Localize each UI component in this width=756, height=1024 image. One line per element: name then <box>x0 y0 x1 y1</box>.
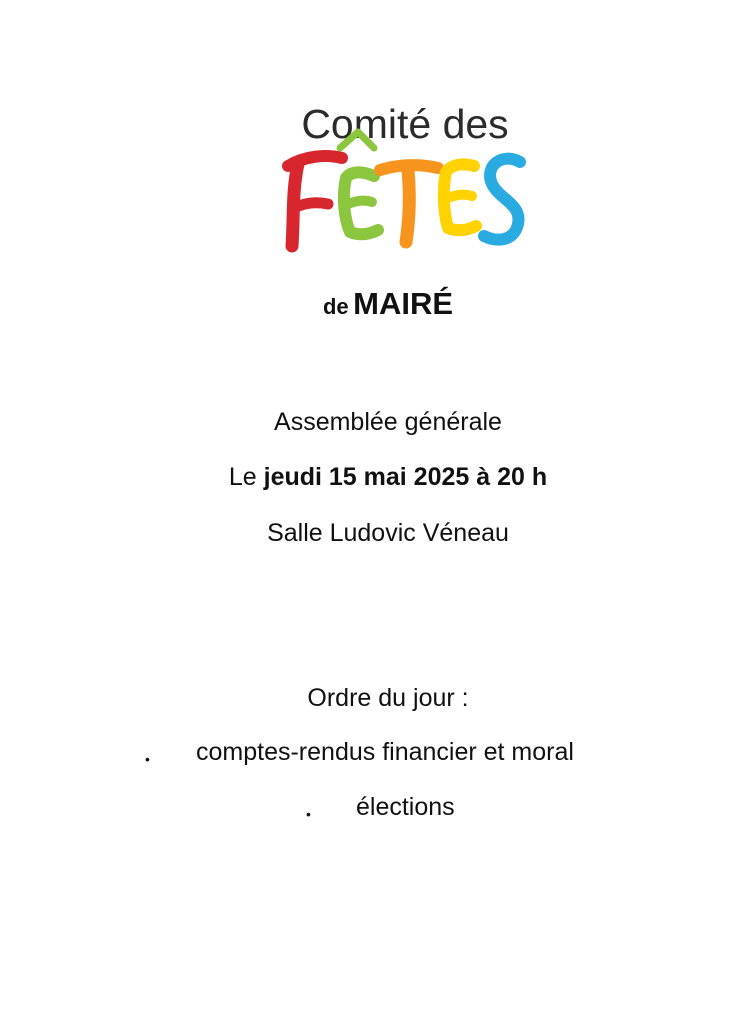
event-date-prefix: Le <box>228 463 257 491</box>
logo-letter-s <box>484 159 520 240</box>
logo-letter-f <box>288 156 342 246</box>
agenda-bullet: • <box>306 806 311 822</box>
event-title: Assemblée générale <box>274 408 502 436</box>
agenda-item: élections <box>356 793 455 821</box>
event-place: Salle Ludovic Véneau <box>267 519 509 547</box>
subtitle-prefix: de <box>322 294 349 319</box>
logo-title-text: Comité des <box>301 101 509 147</box>
comite-des-fetes-logo <box>270 96 540 268</box>
event-date: jeudi 15 mai 2025 à 20 h <box>263 463 548 491</box>
event-date-line <box>0 463 756 492</box>
agenda-heading: Ordre du jour : <box>307 684 469 712</box>
logo-letter-e <box>444 164 476 230</box>
agenda-item: comptes-rendus financier et moral <box>196 738 574 766</box>
organizer-subtitle <box>0 286 756 322</box>
town-name: MAIRÉ <box>353 286 454 321</box>
logo-letter-t <box>380 165 438 242</box>
logo-letter-e-circumflex <box>340 132 378 234</box>
agenda-bullet: • <box>145 751 150 767</box>
